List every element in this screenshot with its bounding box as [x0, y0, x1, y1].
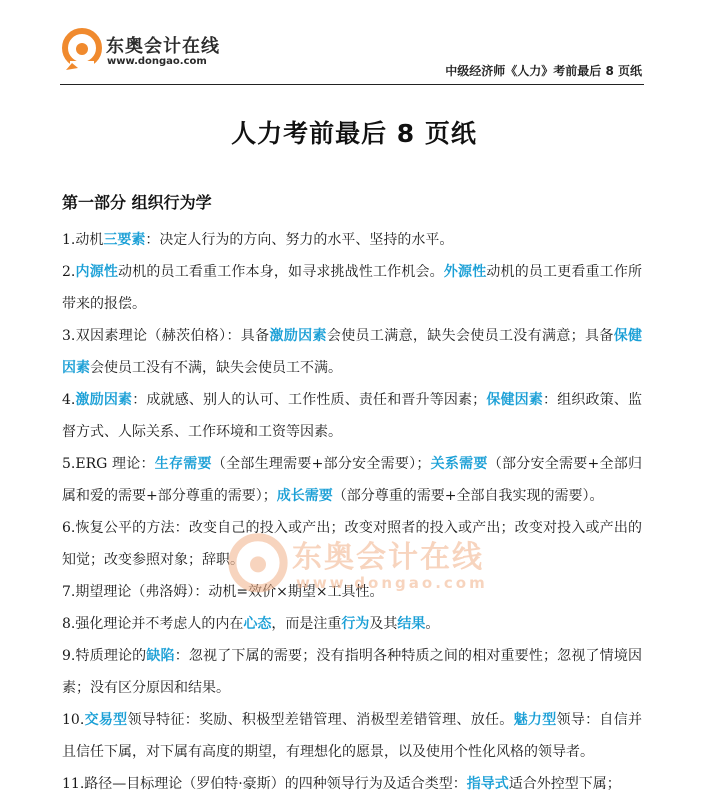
highlighted-term: 激励因素 — [269, 328, 327, 344]
highlighted-term: 交易型 — [84, 712, 128, 728]
highlighted-term: 三要素 — [103, 232, 146, 248]
header-divider — [60, 84, 644, 85]
watermark-url: www.dongao.com — [296, 574, 488, 592]
list-item — [62, 640, 642, 704]
list-item — [62, 256, 642, 320]
document-header-title: 中级经济师《人力》考前最后 8 页纸 — [445, 64, 642, 78]
item-text: 9.特质理论的 — [62, 648, 147, 664]
highlighted-term: 外源性 — [443, 264, 487, 280]
list-item — [62, 704, 642, 768]
page-header — [0, 0, 708, 90]
list-item — [62, 576, 642, 608]
page-title: 人力考前最后 8 页纸 — [231, 119, 477, 148]
highlighted-term: 内源性 — [75, 264, 119, 280]
list-item — [62, 768, 642, 800]
item-text: 2. — [62, 264, 76, 280]
item-text: 4. — [62, 392, 76, 408]
highlighted-term: 成长需要 — [276, 488, 333, 504]
highlighted-term: 心态 — [243, 616, 272, 632]
watermark-text: 东奥会计在线 — [292, 540, 484, 575]
highlighted-term: 行为 — [341, 616, 370, 632]
item-text: 7.期望理论（弗洛姆）：动机=效价×期望×工具性。 — [62, 584, 384, 600]
list-item — [62, 224, 642, 256]
item-text: ：成就感、别人的认可、工作性质、责任和晋升等因素； — [132, 392, 487, 408]
item-text: 领导：自信并且信任下属，对下属有高度的期望，有理想化的愿景，以及使用个性化风格的领导者。 — [62, 712, 642, 760]
list-item — [62, 608, 642, 640]
item-text: 会使员工满意，缺失会使员工没有满意；具备 — [326, 328, 614, 344]
logo-text: 东奥会计在线 — [106, 36, 220, 57]
list-item — [62, 320, 642, 384]
highlighted-term: 指导式 — [466, 776, 509, 792]
item-text: 动机的员工更看重工作所带来的报偿。 — [62, 264, 642, 312]
item-text: 5.ERG 理论： — [62, 456, 155, 472]
item-text: 11.路径—目标理论（罗伯特·豪斯）的四种领导行为及适合类型： — [62, 776, 467, 792]
section-heading: 第一部分 组织行为学 — [62, 193, 212, 212]
item-text: 8.强化理论并不考虑人的内在 — [62, 616, 244, 632]
highlighted-term: 保健因素 — [486, 392, 544, 408]
item-text: 会使员工没有不满，缺失会使员工不满。 — [90, 360, 342, 376]
highlighted-term: 结果 — [397, 616, 426, 632]
content-list — [62, 224, 642, 800]
item-text: 动机的员工看重工作本身，如寻求挑战性工作机会。 — [118, 264, 444, 280]
list-item — [62, 384, 642, 448]
item-text: 3.双因素理论（赫茨伯格）：具备 — [62, 328, 270, 344]
highlighted-term: 关系需要 — [430, 456, 488, 472]
item-text: 6.恢复公平的方法：改变自己的投入或产出；改变对照者的投入或产出；改变对投入或产出的知觉；改变参照对象；辞职。 — [62, 520, 642, 568]
logo-url: www.dongao.com — [107, 56, 207, 67]
dongao-logo-icon — [62, 28, 102, 72]
item-text: 适合外控型下属； — [508, 776, 621, 792]
item-text: 。 — [425, 616, 440, 632]
item-text: ：组织政策、监督方式、人际关系、工作环境和工资等因素。 — [62, 392, 642, 440]
item-text: （全部生理需要+部分安全需要）； — [211, 456, 431, 472]
item-text: 及其 — [369, 616, 398, 632]
highlighted-term: 缺陷 — [146, 648, 175, 664]
item-text: ：决定人行为的方向、努力的水平、坚持的水平。 — [145, 232, 454, 248]
highlighted-term: 魅力型 — [513, 712, 557, 728]
item-text: ：忽视了下属的需要；没有指明各种特质之间的相对重要性；忽视了情境因素；没有区分原因和结果。 — [62, 648, 642, 696]
highlighted-term: 激励因素 — [75, 392, 133, 408]
item-text: 10. — [62, 712, 85, 728]
highlighted-term: 保健因素 — [62, 328, 642, 376]
item-text: 领导特征：奖励、积极型差错管理、消极型差错管理、放任。 — [127, 712, 514, 728]
item-text: （部分安全需要+全部归属和爱的需要+部分尊重的需要）； — [62, 456, 642, 504]
item-text: 1.动机 — [62, 232, 104, 248]
list-item — [62, 448, 642, 512]
dongao-logo[interactable] — [62, 28, 220, 80]
item-text: （部分尊重的需要+全部自我实现的需要）。 — [332, 488, 604, 504]
list-item — [62, 512, 642, 576]
item-text: ，而是注重 — [271, 616, 342, 632]
highlighted-term: 生存需要 — [154, 456, 212, 472]
